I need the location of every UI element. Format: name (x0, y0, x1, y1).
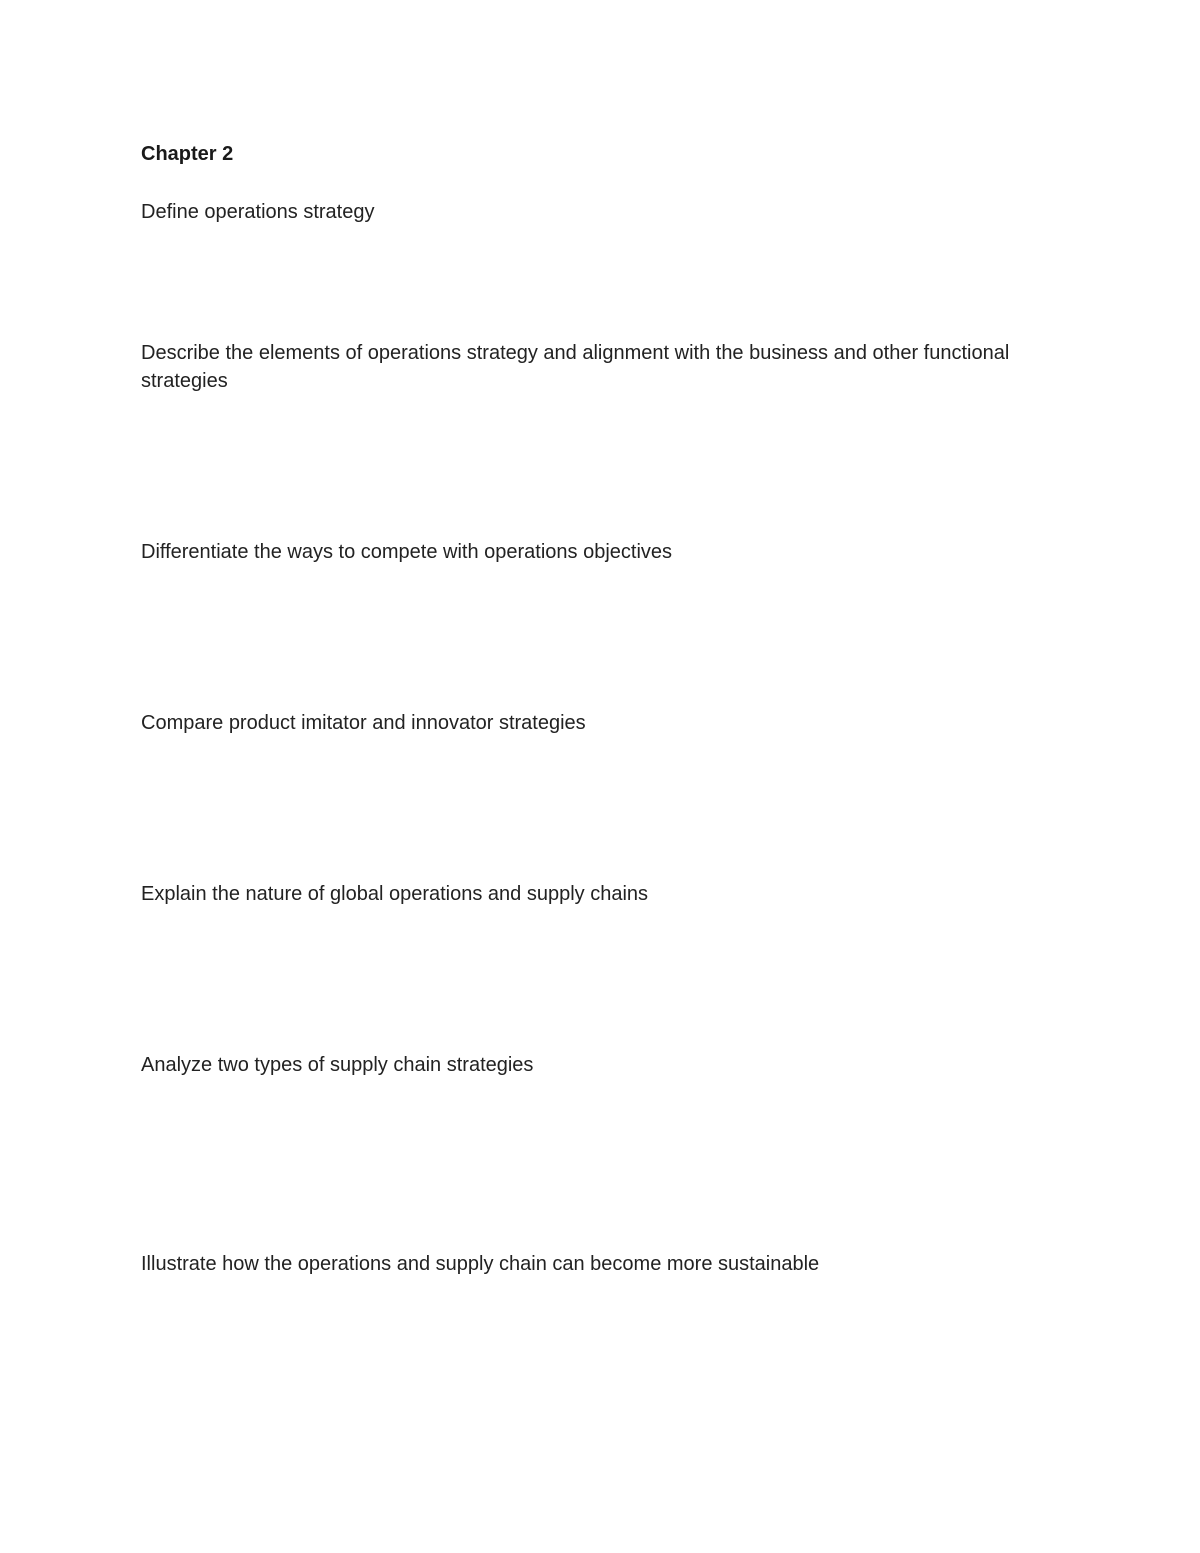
objective-explain-global-operations: Explain the nature of global operations and supply chains (141, 883, 649, 905)
objective-compare-imitator-innovator: Compare product imitator and innovator strategies (141, 712, 586, 734)
objective-illustrate-sustainability: Illustrate how the operations and supply chain can become more sustainable (141, 1253, 820, 1275)
objective-describe-elements: Describe the elements of operations strategy and alignment with the business and other functional strategies (141, 342, 1010, 392)
objective-analyze-supply-chain-strategies: Analyze two types of supply chain strategies (141, 1054, 534, 1076)
chapter-title: Chapter 2 (141, 143, 234, 165)
objective-define-operations-strategy: Define operations strategy (141, 201, 375, 223)
objective-differentiate-ways-to-compete: Differentiate the ways to compete with operations objectives (141, 541, 673, 563)
